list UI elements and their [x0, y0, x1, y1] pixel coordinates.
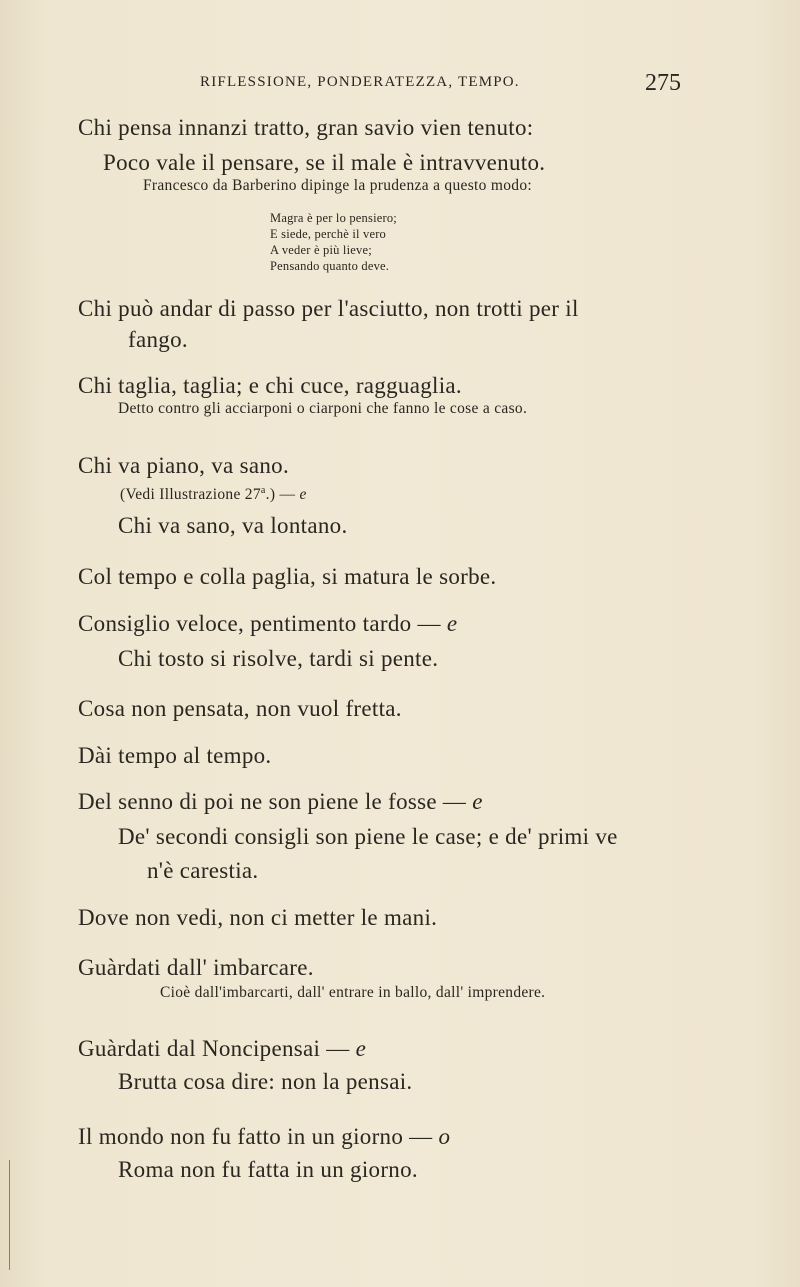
page-number: 275 — [645, 70, 681, 96]
running-head: RIFLESSIONE, PONDERATEZZA, TEMPO. — [200, 74, 520, 90]
proverb-line: Chi taglia, taglia; e chi cuce, ragguaglia. — [78, 373, 462, 398]
verse-line: A veder è più lieve; — [270, 243, 372, 257]
page-header — [0, 70, 800, 98]
commentary-note: Cioè dall'imbarcarti, dall' entrare in ballo, dall' imprendere. — [160, 984, 546, 1001]
proverb-line: Chi va piano, va sano. — [78, 453, 290, 478]
conjunction: e — [355, 1036, 367, 1061]
commentary-note: Francesco da Barberino dipinge la prudenza a questo modo: — [143, 177, 532, 194]
proverb-line: Chi va sano, va lontano. — [118, 513, 348, 538]
commentary-note — [120, 480, 307, 506]
verse-line: Pensando quanto deve. — [270, 259, 390, 273]
verse-line: E siede, perchè il vero — [270, 227, 387, 241]
proverb-line — [78, 1033, 366, 1065]
proverb-text: Consiglio veloce, pentimento tardo — — [78, 611, 447, 636]
conjunction: o — [438, 1124, 451, 1149]
conjunction: e — [446, 611, 458, 636]
proverb-line: Cosa non pensata, non vuol fretta. — [78, 696, 402, 721]
proverb-line — [78, 1121, 450, 1153]
proverb-line-continued: fango. — [128, 327, 188, 352]
proverb-line: Brutta cosa dire: non la pensai. — [118, 1069, 413, 1094]
proverb-line: Chi può andar di passo per l'asciutto, non trotti per il — [78, 296, 579, 321]
proverb-line: Guàrdati dall' imbarcare. — [78, 955, 314, 980]
proverb-line: Dove non vedi, non ci metter le mani. — [78, 905, 438, 930]
proverb-text: Il mondo non fu fatto in un giorno — — [78, 1124, 439, 1149]
proverb-line: Dài tempo al tempo. — [78, 743, 272, 768]
conjunction: e — [472, 789, 483, 814]
proverb-text: Del senno di poi ne son piene le fosse — — [78, 789, 473, 814]
proverb-line: Chi pensa innanzi tratto, gran savio vien tenuto: — [78, 115, 534, 140]
proverb-line-continued: n'è carestia. — [147, 858, 259, 883]
proverb-line — [78, 786, 483, 818]
reference-dash: .) — — [265, 486, 300, 504]
commentary-note: Detto contro gli acciarponi o ciarponi che fanno le cose a caso. — [118, 400, 528, 417]
superscript-a: a — [260, 485, 266, 496]
page-edge-line — [9, 1160, 10, 1270]
conjunction: e — [299, 486, 307, 504]
proverb-line: Col tempo e colla paglia, si matura le sorbe. — [78, 564, 497, 589]
illustration-reference: (Vedi Illustrazione 27 — [120, 486, 261, 504]
proverb-line — [78, 608, 457, 640]
proverb-line: Chi tosto si risolve, tardi si pente. — [118, 646, 439, 671]
proverb-line: Roma non fu fatta in un giorno. — [118, 1157, 418, 1182]
verse-line: Magra è per lo pensiero; — [270, 211, 397, 225]
proverb-text: Guàrdati dal Noncipensai — — [78, 1036, 356, 1061]
proverb-line: De' secondi consigli son piene le case; e de' primi ve — [118, 824, 618, 849]
proverb-line: Poco vale il pensare, se il male è intravvenuto. — [103, 150, 546, 175]
